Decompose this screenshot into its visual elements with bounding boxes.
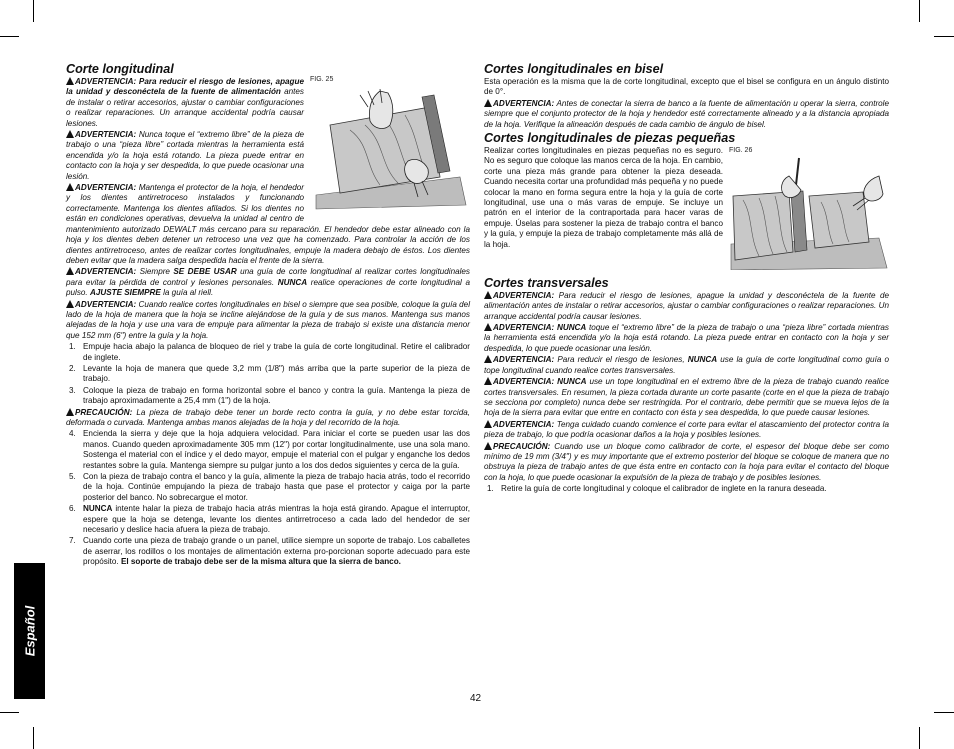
right-column [484,62,889,496]
rip-cut-illustration [310,85,470,211]
crop-mark [934,712,954,713]
step-bold-text: NUNCA [83,504,113,514]
list-item [66,364,470,385]
section-heading: Cortes longitudinales en bisel [484,62,664,76]
caution-label: PRECAUCIÓN: [493,441,551,451]
page-number: 42 [470,693,482,704]
warning-triangle-icon [66,267,74,275]
caution-label: PRECAUCIÓN: [75,407,133,417]
steps-list [66,342,470,406]
warning-triangle-icon [484,99,492,107]
list-item [484,484,889,494]
warning-text: Siempre [136,267,174,277]
step-number: 7. [69,536,76,546]
caution [484,442,889,484]
warning-bold-text: AJUSTE SIEMPRE [89,288,161,298]
warning-triangle-icon [66,130,74,138]
warning-text: Para reducir el riesgo de lesiones, apague la unidad y desconéctela de la fuente de alimentación antes de instalar o retirar accesorios, ajustar o cambiar configuraciones o realizar reparaciones. Un arranque accidental podría causar lesiones. [484,290,889,321]
warning-text: Antes de conectar la sierra de banco a la fuente de alimentación u operar la sierra, controle siempre que el conjunto protector de la hoja y hendedor esté correctamente alineado y a la distancia apropiada de la hoja. Verifique la alineación después de cada cambio de ángulo de bisel. [484,98,889,129]
warning-text: la guía al riell. [160,288,214,298]
warning-triangle-icon [484,291,492,299]
warning-text: Para reducir el riesgo de lesiones, [554,355,688,365]
warning-text: Mantenga el protector de la hoja, el hendedor y los dientes antirretroceso instalados y funcionando correctamente. Mantenga los dientes afilados. Si los dientes no están en condiciones operativas, devuelva la unidad al centro de mantenimiento autorizado DEWALT más cercano para su reparación. El hendedor debe estar alineado con la hoja y los dientes deben detener un retroceso una vez que ha comenzado. Para controlar la acción de los dientes antirretroceso, antes de realizar cortes longitudinales, empuje la madera debajo de éstos. Los dientes deben evitar que la madera salga despedida hacia el frente de la sierra. [66,183,470,265]
warning-5 [484,377,889,419]
step-number: 1. [69,342,76,352]
crop-mark [0,712,19,713]
figure-25 [310,75,470,215]
warning-text: Nunca toque el “extremo libre” de la pieza de trabajo o una “pieza libre” cortada mientras la herramienta está encendida y/o la hoja está rotando. La pieza puede entrar en contacto con la hoja y ser despedida, lo que puede ocasionar una lesión. [66,130,304,181]
warning-5 [66,300,470,342]
warning-text: una guía de corte longitudinal al realizar cortes longitudinales para evitar la pérdida de control y lesiones personales. [66,267,470,287]
list-item [66,342,470,363]
crop-mark [33,0,34,22]
step-text: Retire la guía de corte longitudinal y coloque el calibrador de inglete en la ranura deseada. [501,484,827,494]
step-text: Empuje hacia abajo la palanca de bloqueo de riel y trabe la guía de corte longitudinal. Retire el calibrador de inglete. [83,342,470,362]
left-column [66,62,470,569]
warning-label: ADVERTENCIA: [493,98,555,108]
warning-6 [484,420,889,441]
step-number: 4. [69,429,76,439]
caution-text: Cuando use un bloque como calibrador de corte, el espesor del bloque debe ser como mínimo de 19 mm (3/4") y es muy importante que el extremo posterior del bloque se coloque de manera que no obstruya la pieza de trabajo antes de que ésta entre en contacto con la hoja para evitar el contacto del bloque con la hoja, lo que puede ocasionar la expulsión de la pieza de trabajo y de posibles lesiones. [484,441,889,482]
step-text: intente halar la pieza de trabajo hacia atrás mientras la hoja está girando. Apague el interruptor, espere que la hoja se detenga, levante los dientes antirretroceso a cada lado del hendedor de ser necesario y deslice hacia afuera la pieza de trabajo. [83,504,470,535]
section-heading: Corte longitudinal [66,62,174,76]
caution [66,408,470,429]
warning-1 [484,99,889,130]
warning-triangle-icon [484,442,492,450]
list-item [66,504,470,535]
warning-text: use la guía de corte longitudinal como guía o tope longitudinal cuando realice cortes transversales. [484,355,890,375]
warning-label: ADVERTENCIA: [75,267,137,277]
list-item [66,429,470,471]
warning-label: ADVERTENCIA: [75,183,137,193]
figure-label: FIG. 26 [729,147,753,155]
warning-triangle-icon [484,377,492,385]
small-piece-rip-illustration [729,156,889,270]
warning-bold-text: ADVERTENCIA: Para reducir el riesgo de lesiones, apague la unidad y desconéctela de la fuente de alimentación [66,77,304,97]
warning-triangle-icon [484,420,492,428]
warning-bold-text: SE DEBE USAR [173,267,237,277]
warning-label: ADVERTENCIA: NUNCA [493,323,587,333]
warning-triangle-icon [484,323,492,331]
warning-bold-text: NUNCA [687,355,718,365]
step-bold-text: El soporte de trabajo debe ser de la misma altura que la sierra de banco. [120,557,401,567]
warning-label: ADVERTENCIA: [493,290,555,300]
step-number: 5. [69,472,76,482]
language-tab [14,563,45,699]
section-heading: Cortes longitudinales de piezas pequeñas [484,131,736,146]
warning-text: Tenga cuidado cuando comience el corte para evitar el atascamiento del protector contra la pieza de trabajo, lo que podría ocasionar daños a la hoja y posibles lesiones. [484,419,889,440]
list-item [66,386,470,407]
crop-mark [934,36,954,37]
warning-bold-text: NUNCA [277,277,308,287]
warning-label: ADVERTENCIA: [75,299,137,309]
figure-label: FIG. 25 [310,76,334,83]
crop-mark [33,727,34,749]
warning-text: Cuando realice cortes longitudinales en bisel o siempre que sea posible, coloque la guía del lado de la hoja de manera que la hoja se incline alejándose de la guía y de sus manos. Mantenga sus manos alejadas de la hoja y use una vara de empuje para alimentar la pieza de trabajo si existe una distancia menor que 152 mm (6") entre la guía y la hoja. [66,299,470,340]
warning-triangle-icon [66,77,74,85]
step-number: 3. [69,385,76,395]
list-item [66,536,470,567]
section-heading: Cortes transversales [484,275,609,290]
warning-text: antes de instalar o retirar accesorios, ajustar o cambiar configuraciones o realizar reparaciones. Un arranque accidental podría causar lesiones. [66,87,304,128]
figure-26 [729,146,889,274]
steps-list [66,429,470,567]
step-number: 2. [69,363,76,373]
step-text: Encienda la sierra y deje que la hoja adquiera velocidad. Para iniciar el corte se pueden usar las dos manos. Cuando queden aproximadamente 305 mm (12") por cortar longitudinalmente, use una sola mano. Sostenga el material con el índice y el dedo mayor, empuje el material con el pulgar y enganche los dedos restantes sobre la guía. Mantenga siempre su pulgar junto a los dos dedos siguientes y cerca de la guía. [83,429,470,470]
warning-2 [484,291,889,322]
warning-triangle-icon [66,183,74,191]
step-text: Coloque la pieza de trabajo en forma horizontal sobre el banco y contra la guía. Mantenga la pieza de trabajo aproximadamente a 25,4 mm (1") de la hoja. [83,385,470,406]
warning-text: realice operaciones de corte longitudinal a pulso. [66,277,470,298]
warning-4 [484,355,889,376]
paragraph: Esta operación es la misma que la de corte longitudinal, excepto que el bisel se configura en un ángulo distinto de 0°. [484,77,889,97]
warning-label: ADVERTENCIA: [493,355,555,365]
warning-label: ADVERTENCIA: NUNCA [493,377,587,387]
warning-triangle-icon [66,408,74,416]
step-text: Levante la hoja de manera que quede 3,2 mm (1/8") más arriba que la parte superior de la pieza de trabajo. [83,363,470,384]
warning-text: toque el “extremo libre” de la pieza de trabajo o una “pieza libre” cortada mientras la herramienta está encendida y/o la hoja está rotando. La pieza puede entrar en contacto con la hoja y ser despedida, lo que puede ocasionar una lesión. [484,323,889,353]
crop-mark [0,36,19,37]
warning-triangle-icon [484,355,492,363]
caution-text: La pieza de trabajo debe tener un borde recto contra la guía, y no debe estar torcida, deformada o curvada. Mantenga ambas manos alejadas de la hoja y del recorrido de la hoja. [66,407,470,427]
crop-mark [919,0,920,22]
warning-triangle-icon [66,300,74,308]
language-tab-label: Español [22,605,37,657]
step-number: 6. [69,504,76,514]
warning-label: ADVERTENCIA: [493,419,555,429]
step-text: Con la pieza de trabajo contra el banco y la guía, alimente la pieza de trabajo hacia atrás, todo el recorrido de la hoja. Continúe empujando la pieza de trabajo hasta que pase el protector y caiga por la parte posterior del banco. No sobrecargue el motor. [83,472,470,502]
step-text: Cuando corte una pieza de trabajo grande o un panel, utilice siempre un soporte de trabajo. Los caballetes de aserrar, los rodillos o los montajes de alimentación externa pro-porcionan soporte adecuado para este propósito. [83,536,470,567]
steps-list [484,484,889,494]
warning-text: use un tope longitudinal en el extremo libre de la pieza de trabajo cuando realice cortes transversales. En resumen, la pieza cortada durante un corte pasante (corte en el que la pieza de trabajo se secciona por completo) nunca debe ser restringida. Por el contrario, debe permitir que se mueva lejos de la hoja de la sierra para evitar que entre en contacto con ésta y sea despedida, lo que puede causar lesiones. [484,377,889,418]
list-item [66,472,470,503]
warning-label: ADVERTENCIA: [75,130,137,140]
crop-mark [919,727,920,749]
warning-3 [484,323,889,354]
paragraph: Realizar cortes longitudinales en piezas pequeñas no es seguro. No es seguro que coloque las manos cerca de la hoja. En cambio, corte una pieza más grande para obtener la pieza deseada. Cuando necesita cortar una profundidad más pequeña y no puede colocar la mano en forma segura entre la hoja y la guía de corte longitudinal, use una o más varas de empuje. Se incluye un patrón en el interior de la contraportada para hacer varas de empuje. Úselas para sostener la pieza de trabajo contra el banco y la guía, y empuje la pieza de trabajo completamente más allá de la hoja. [484,146,723,249]
warning-4 [66,267,470,298]
step-number: 1. [487,484,494,494]
